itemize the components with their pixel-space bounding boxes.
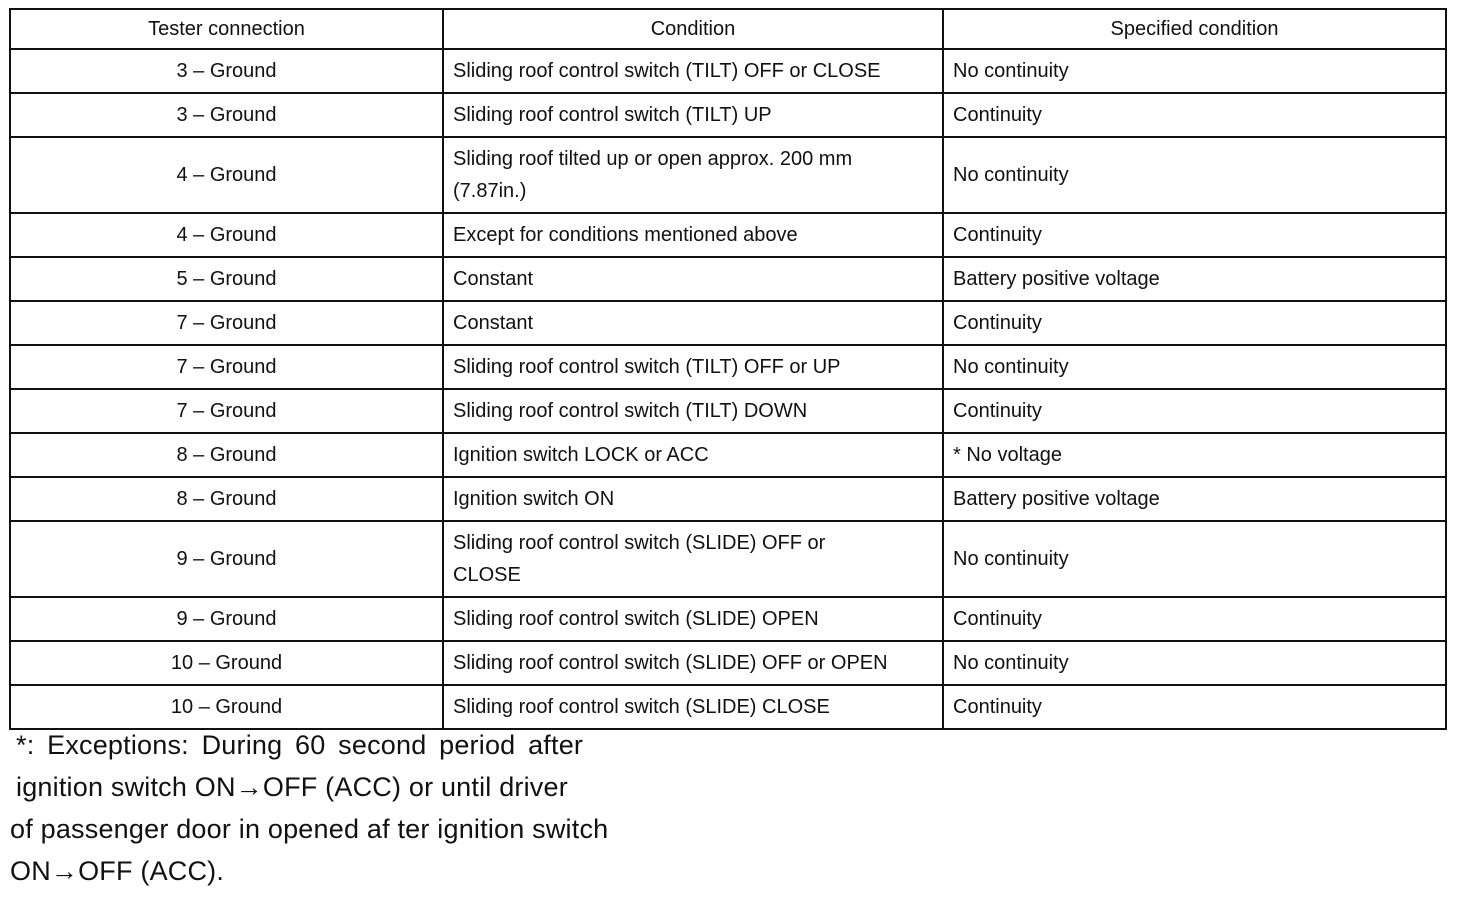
- table-row: [10, 641, 1446, 685]
- specified-condition-cell: No continuity: [943, 345, 1446, 389]
- header-specified-condition: Specified condition: [943, 9, 1446, 49]
- condition-cell: Sliding roof control switch (TILT) DOWN: [443, 389, 943, 433]
- specified-condition-cell: Continuity: [943, 93, 1446, 137]
- footnote-line: of passenger door in opened af ter ignition switch: [10, 814, 609, 844]
- condition-cell: Sliding roof control switch (SLIDE) CLOSE: [443, 685, 943, 729]
- condition-line: Sliding roof control switch (SLIDE) OFF or: [453, 532, 826, 554]
- condition-cell: Ignition switch ON: [443, 477, 943, 521]
- tester-connection-cell: 7 – Ground: [10, 301, 443, 345]
- condition-cell: Sliding roof control switch (SLIDE) OPEN: [443, 597, 943, 641]
- continuity-spec-table: [9, 8, 1447, 730]
- specified-condition-cell: Continuity: [943, 685, 1446, 729]
- tester-connection-cell: 9 – Ground: [10, 521, 443, 597]
- table-row: [10, 301, 1446, 345]
- tester-connection-cell: 5 – Ground: [10, 257, 443, 301]
- table-row: [10, 345, 1446, 389]
- table-row: [10, 213, 1446, 257]
- footnote-line: *: Exceptions: During 60 second period after: [16, 730, 584, 760]
- table-header-row: [10, 9, 1446, 49]
- footnote-line: ignition switch ON→OFF (ACC) or until driver: [16, 772, 568, 802]
- specified-condition-cell: Continuity: [943, 213, 1446, 257]
- tester-connection-cell: 8 – Ground: [10, 433, 443, 477]
- table-row: [10, 49, 1446, 93]
- specified-condition-cell: Continuity: [943, 301, 1446, 345]
- condition-cell: Sliding roof control switch (SLIDE) OFF or OPEN: [443, 641, 943, 685]
- tester-connection-cell: 4 – Ground: [10, 213, 443, 257]
- specified-condition-cell: No continuity: [943, 521, 1446, 597]
- specified-condition-cell: No continuity: [943, 137, 1446, 213]
- table-row: [10, 685, 1446, 729]
- tester-connection-cell: 3 – Ground: [10, 49, 443, 93]
- condition-cell: [443, 137, 943, 213]
- condition-cell: Sliding roof control switch (TILT) OFF or CLOSE: [443, 49, 943, 93]
- table-row: [10, 521, 1446, 597]
- table-row: [10, 477, 1446, 521]
- specified-condition-cell: Continuity: [943, 389, 1446, 433]
- specified-condition-cell: No continuity: [943, 49, 1446, 93]
- tester-connection-cell: 7 – Ground: [10, 389, 443, 433]
- tester-connection-cell: 8 – Ground: [10, 477, 443, 521]
- table-row: [10, 389, 1446, 433]
- header-condition: Condition: [443, 9, 943, 49]
- tester-connection-cell: 9 – Ground: [10, 597, 443, 641]
- specified-condition-cell: Battery positive voltage: [943, 477, 1446, 521]
- condition-cell: Ignition switch LOCK or ACC: [443, 433, 943, 477]
- condition-line: (7.87in.): [453, 180, 527, 202]
- footnote-line: ON→OFF (ACC).: [10, 856, 225, 886]
- tester-connection-cell: 10 – Ground: [10, 685, 443, 729]
- condition-cell: Constant: [443, 301, 943, 345]
- tester-connection-cell: 3 – Ground: [10, 93, 443, 137]
- table-row: [10, 433, 1446, 477]
- condition-line: CLOSE: [453, 564, 521, 586]
- condition-cell: Sliding roof control switch (TILT) UP: [443, 93, 943, 137]
- table-row: [10, 137, 1446, 213]
- condition-cell: [443, 521, 943, 597]
- tester-connection-cell: 10 – Ground: [10, 641, 443, 685]
- condition-cell: Except for conditions mentioned above: [443, 213, 943, 257]
- header-tester-connection: Tester connection: [10, 9, 443, 49]
- specified-condition-cell: Continuity: [943, 597, 1446, 641]
- table-row: [10, 257, 1446, 301]
- exceptions-footnote: [10, 724, 690, 892]
- condition-line: Sliding roof tilted up or open approx. 200 mm: [453, 148, 853, 170]
- table-row: [10, 93, 1446, 137]
- specified-condition-cell: * No voltage: [943, 433, 1446, 477]
- specified-condition-cell: Battery positive voltage: [943, 257, 1446, 301]
- tester-connection-cell: 7 – Ground: [10, 345, 443, 389]
- condition-cell: Constant: [443, 257, 943, 301]
- specified-condition-cell: No continuity: [943, 641, 1446, 685]
- table-row: [10, 597, 1446, 641]
- condition-cell: Sliding roof control switch (TILT) OFF or UP: [443, 345, 943, 389]
- tester-connection-cell: 4 – Ground: [10, 137, 443, 213]
